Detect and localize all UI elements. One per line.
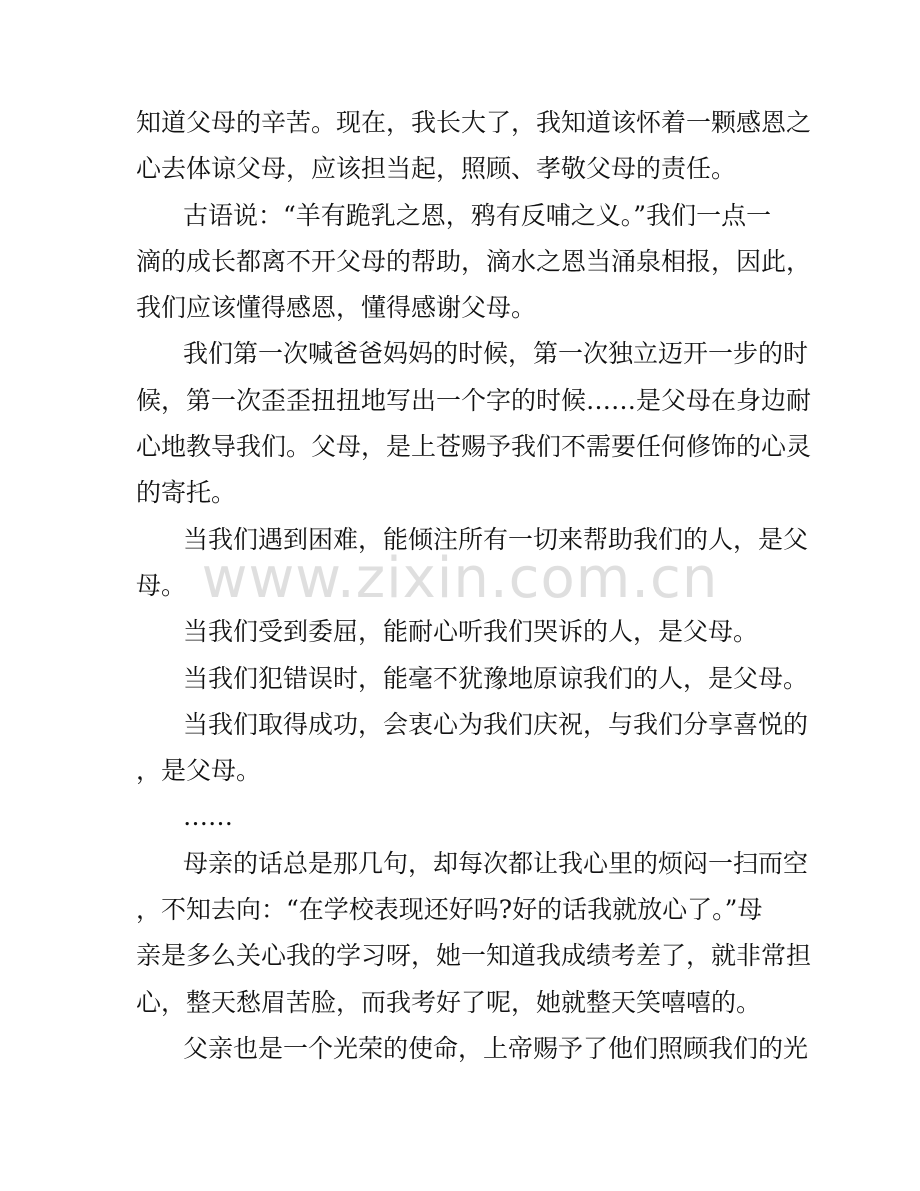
text-line: 知道父母的辛苦。现在，我长大了，我知道该怀着一颗感恩之	[136, 108, 812, 137]
text-line: 亲是多么关心我的学习呀，她一知道我成绩考差了，就非常担	[136, 941, 812, 971]
text-line: 母。	[136, 570, 187, 600]
document-body	[136, 100, 812, 1072]
text-line: 古语说：“羊有跪乳之恩，鸦有反哺之义。”我们一点一	[183, 200, 772, 230]
text-line: 当我们犯错误时，能毫不犹豫地原谅我们的人，是父母。	[183, 663, 809, 693]
text-line: 父亲也是一个光荣的使命，上帝赐予了他们照顾我们的光	[183, 1033, 809, 1063]
text-line: 我们应该懂得感恩，懂得感谢父母。	[136, 293, 537, 323]
text-line: 的寄托。	[136, 478, 237, 508]
text-line: ，不知去向：“在学校表现还好吗?好的话我就放心了。”母	[136, 895, 763, 925]
text-line: 当我们取得成功，会衷心为我们庆祝，与我们分享喜悦的	[183, 709, 809, 739]
text-line: 心去体谅父母，应该担当起，照顾、孝敬父母的责任。	[136, 154, 737, 184]
text-line: 母亲的话总是那几句，却每次都让我心里的烦闷一扫而空	[183, 848, 809, 878]
text-line: 当我们遇到困难，能倾注所有一切来帮助我们的人，是父	[183, 524, 809, 554]
text-line: 滴的成长都离不开父母的帮助，滴水之恩当涌泉相报，因此，	[136, 246, 812, 276]
text-line: 候，第一次歪歪扭扭地写出一个字的时候……是父母在身边耐	[136, 385, 812, 415]
text-line: 当我们受到委屈，能耐心听我们哭诉的人，是父母。	[183, 617, 759, 647]
text-line: 心地教导我们。父母，是上苍赐予我们不需要任何修饰的心灵	[136, 432, 812, 462]
text-line: ，是父母。	[136, 756, 262, 786]
text-line: 我们第一次喊爸爸妈妈的时候，第一次独立迈开一步的时	[183, 339, 809, 369]
watermark: www.zixin.com.cn	[201, 546, 719, 611]
text-line: ……	[183, 802, 233, 832]
text-line: 心，整天愁眉苦脸，而我考好了呢，她就整天笑嘻嘻的。	[136, 987, 762, 1017]
